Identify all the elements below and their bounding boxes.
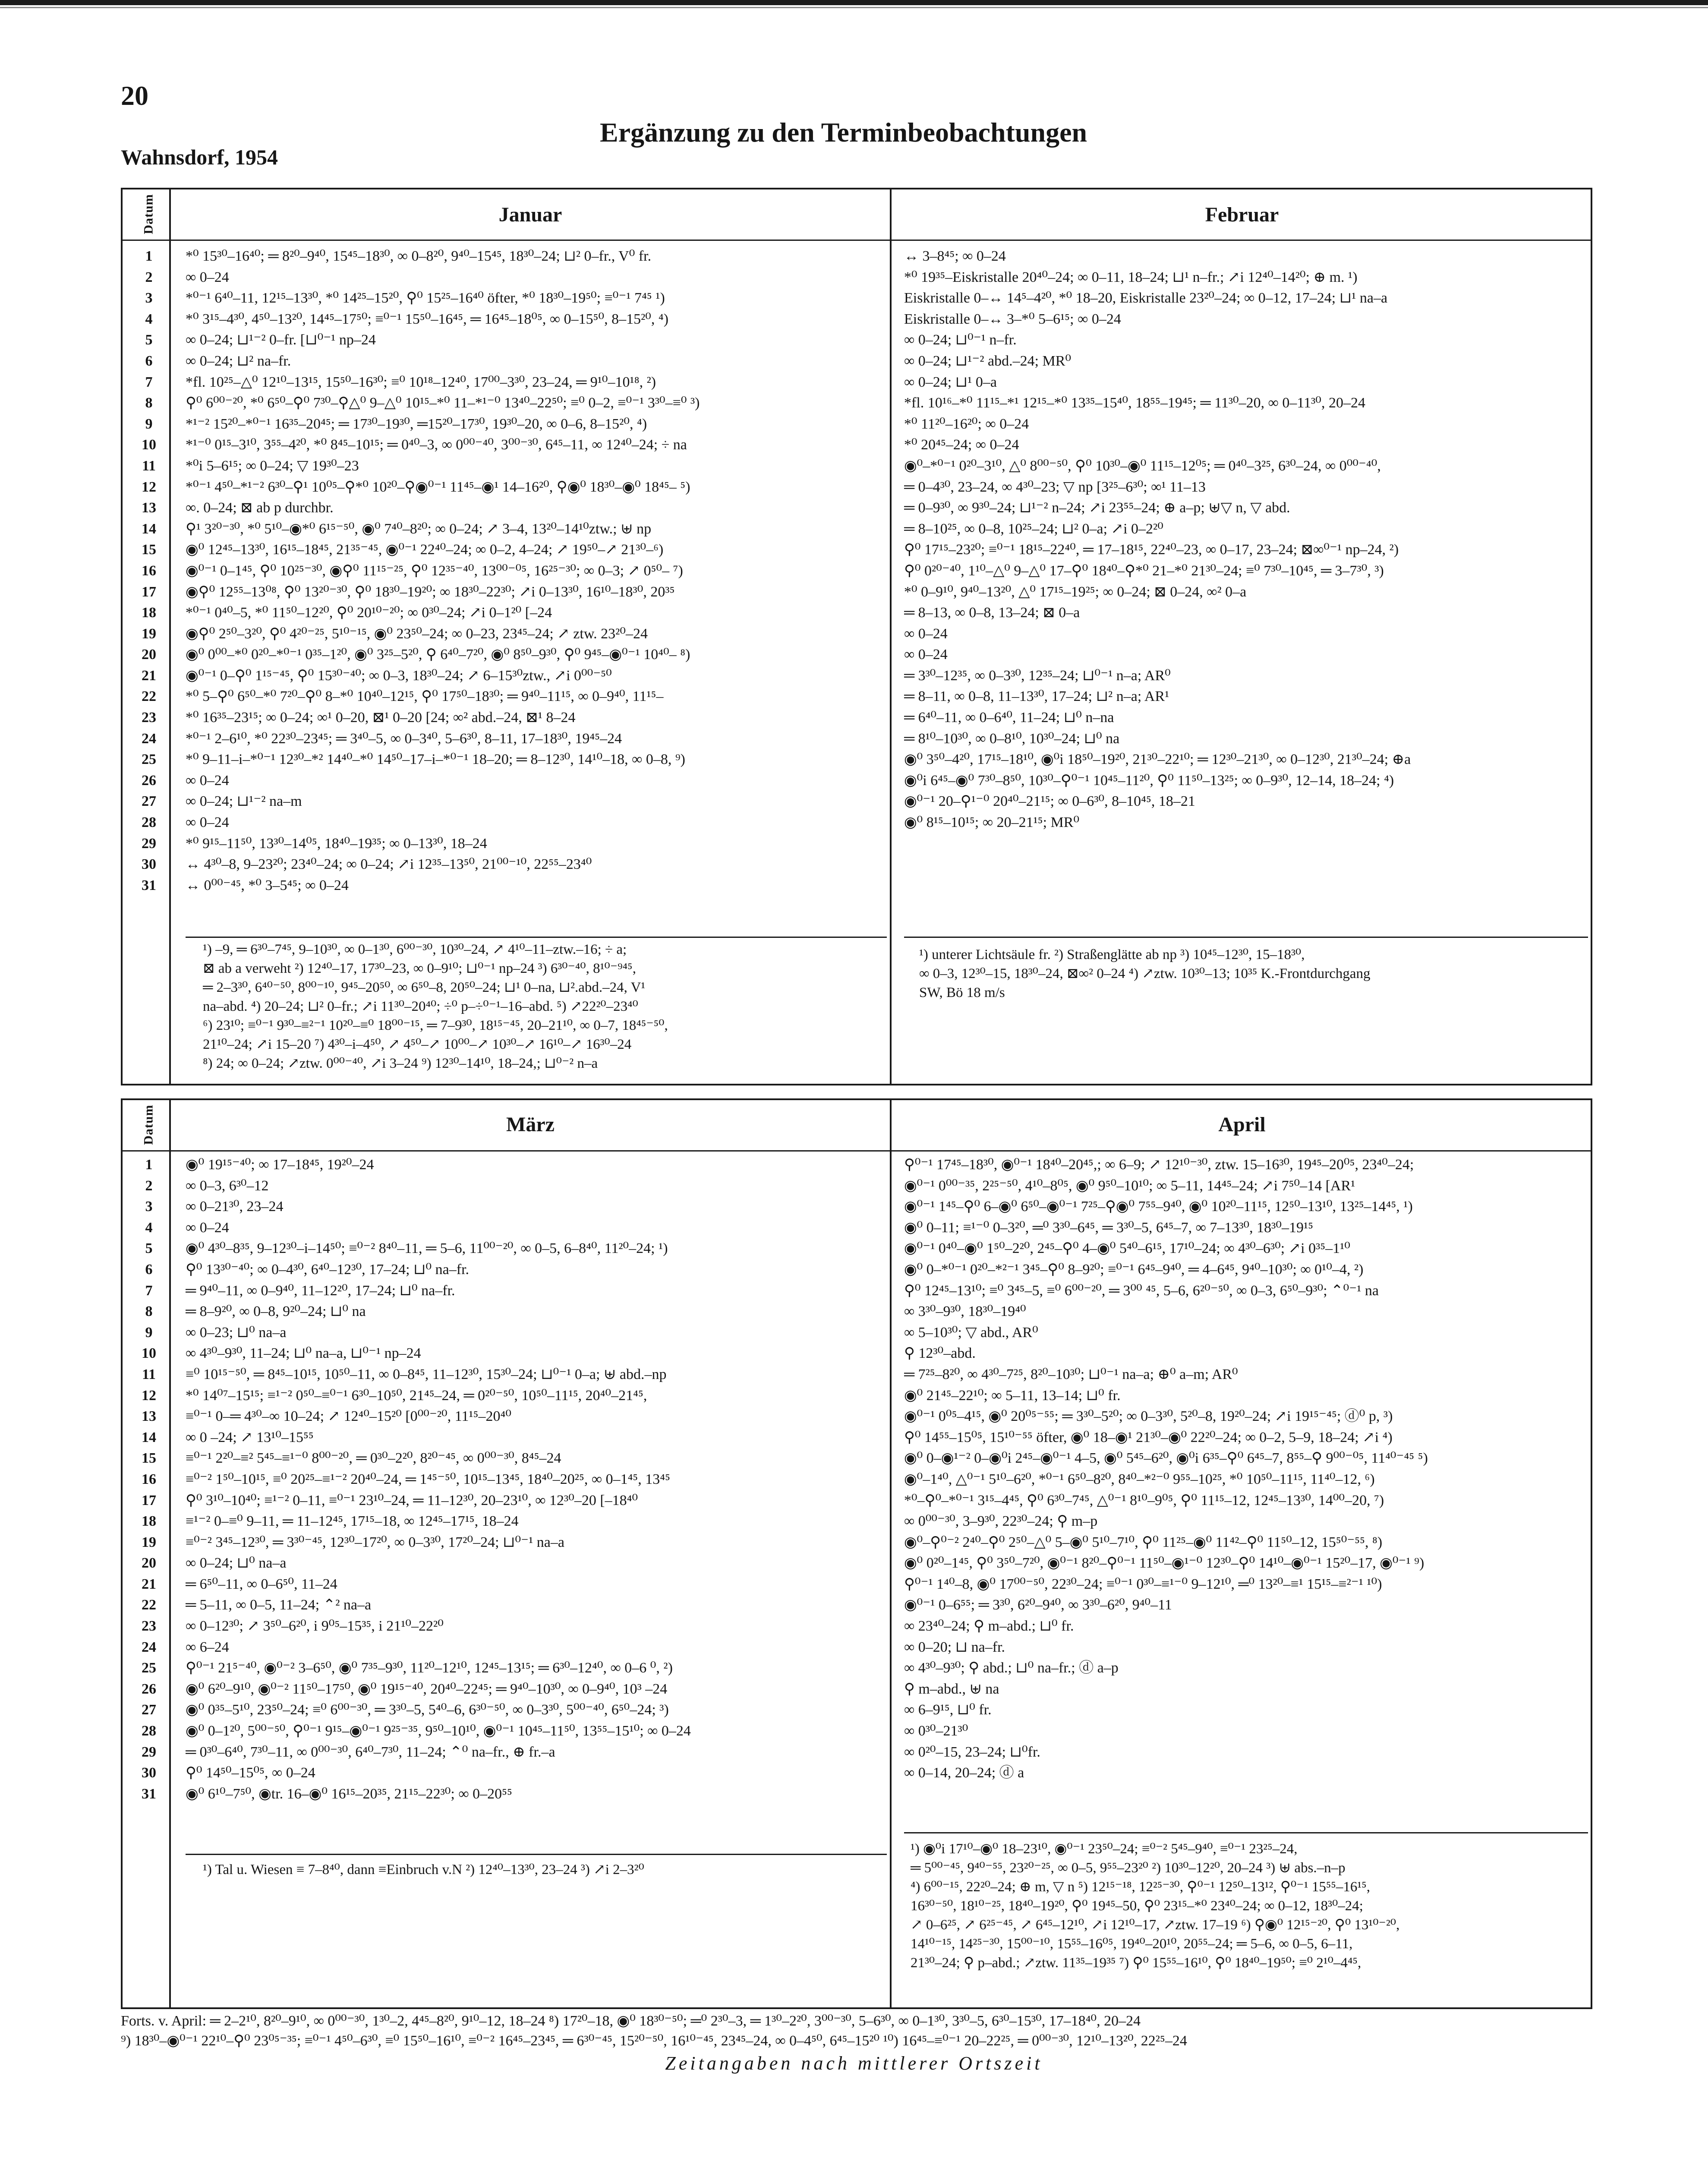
januar-footnote-rule [186, 937, 887, 938]
januar-day-entry: *⁰ 3¹⁵–4³⁰, 4⁵⁰–13²⁰, 14⁴⁵–17⁵⁰; ≡⁰⁻¹ 15⁵⁰–16⁴⁵, ═ 16⁴⁵–18⁰⁵, ∞ 0–15⁵⁰, 8–15²⁰, ⁴) [186, 311, 669, 327]
day-number: 24 [142, 730, 156, 747]
april-day-entry: ◉⁰ 21⁴⁵–22¹⁰; ∞ 5–11, 13–14; ⊔⁰ fr. [904, 1387, 1121, 1404]
day-number: 12 [142, 479, 156, 495]
day-number: 20 [142, 1555, 156, 1571]
day-number: 2 [145, 269, 153, 285]
day-number: 15 [142, 542, 156, 558]
februar-day-entry: ═ 3³⁰–12³⁵, ∞ 0–3³⁰, 12³⁵–24; ⊔⁰⁻¹ n–a; AR⁰ [904, 667, 1171, 684]
day-number: 25 [142, 751, 156, 768]
day-number: 18 [142, 1513, 156, 1530]
februar-day-entry: ∞ 0–24; ⊔¹ 0–a [904, 374, 997, 390]
maerz-day-entry: ∞ 0–12³⁰; ↗ 3⁵⁰–6²⁰, i 9⁰⁵–15³⁵, i 21¹⁰–22²⁰ [186, 1618, 444, 1634]
januar-day-entry: ◉⚲⁰ 2⁵⁰–3²⁰, ⚲⁰ 4²⁰⁻²⁵, 5¹⁰⁻¹⁵, ◉⁰ 23⁵⁰–24; ∞ 0–23, 23⁴⁵–24; ↗ ztw. 23²⁰–24 [186, 625, 648, 642]
februar-day-entry: ∞ 0–24; ⊔¹⁻² abd.–24; MR⁰ [904, 353, 1071, 369]
april-day-entry: ∞ 6–9¹⁵, ⊔⁰ fr. [904, 1702, 992, 1718]
april-day-entry: ◉⁰–⚲⁰⁻² 2⁴⁰–⚲⁰ 2⁵⁰–△⁰ 5–◉⁰ 5¹⁰–7¹⁰, ⚲⁰ 11²⁵–◉⁰ 11⁴²–⚲⁰ 11⁵⁰–12, 15⁵⁰⁻⁵⁵, ⁸) [904, 1534, 1383, 1550]
page-number: 20 [121, 80, 148, 111]
januar-day-entry: ∞ 0–24; ⊔¹⁻² na–m [186, 793, 302, 810]
day-number: 26 [142, 1681, 156, 1697]
top-edge-rule-thin [0, 7, 1708, 8]
april-day-entry: ⚲⁰⁻¹ 1⁴⁰–8, ◉⁰ 17⁰⁰⁻⁵⁰, 22³⁰–24; ≡⁰⁻¹ 0³⁰–≡¹⁻⁰ 9–12¹⁰, ═⁰ 13²⁰–≡¹ 15¹⁵–≡²⁻¹ ¹⁰) [904, 1576, 1382, 1592]
april-day-entry [904, 1784, 1588, 1805]
januar-footnote-line: ⁸) 24; ∞ 0–24; ↗ztw. 0⁰⁰⁻⁴⁰, ↗i 3–24 ⁹) 12³⁰–14¹⁰, 18–24,; ⊔⁰⁻² n–a [203, 1056, 598, 1071]
month-title-januar: Januar [498, 203, 562, 226]
februar-day-entry: *⁰ 0–9¹⁰, 9⁴⁰–13²⁰, △⁰ 17¹⁵–19²⁵; ∞ 0–24; ⊠ 0–24, ∞² 0–a [904, 584, 1247, 600]
maerz-day-entry: ∞ 0–21³⁰, 23–24 [186, 1199, 284, 1215]
januar-day-entry: ∞ 0–24 [186, 814, 229, 831]
day-number: 1 [145, 248, 153, 264]
april-day-entry: *⁰–⚲⁰–*⁰⁻¹ 3¹⁵–4⁴⁵, ⚲⁰ 6³⁰–7⁴⁵, △⁰⁻¹ 8¹⁰–9⁰⁵, ⚲⁰ 11¹⁵–12, 12⁴⁵–13³⁰, 14⁰⁰–20, ⁷) [904, 1492, 1384, 1508]
februar-day-entry: ◉⁰i 6⁴⁵–◉⁰ 7³⁰–8⁵⁰, 10³⁰–⚲⁰⁻¹ 10⁴⁵–11²⁰, ⚲⁰ 11⁵⁰–13²⁵; ∞ 0–9³⁰, 12–14, 18–24; ⁴) [904, 772, 1394, 789]
day-number: 1 [145, 1157, 153, 1173]
januar-day-entry: ◉⚲⁰ 12⁵⁵–13⁰⁸, ⚲⁰ 13²⁰⁻³⁰, ⚲⁰ 18³⁰–19²⁰; ∞ 18³⁰–22³⁰; ↗i 0–13³⁰, 16¹⁰–18³⁰, 20³⁵ [186, 584, 675, 600]
day-number: 18 [142, 605, 156, 621]
maerz-day-entry: ∞ 0–3, 6³⁰–12 [186, 1177, 269, 1194]
januar-day-entry: *⁰ 16³⁵–23¹⁵; ∞ 0–24; ∞¹ 0–20, ⊠¹ 0–20 [24; ∞² abd.–24, ⊠¹ 8–24 [186, 710, 576, 726]
day-number: 16 [142, 562, 156, 579]
day-number: 19 [142, 1534, 156, 1550]
maerz-day-entry: ∞ 0 –24; ↗ 13¹⁰–15⁵⁵ [186, 1429, 314, 1445]
maerz-day-entry: ≡⁰⁻² 1⁵⁰–10¹⁵, ≡⁰ 20²⁵–≡¹⁻² 20⁴⁰–24, ═ 1⁴⁵⁻⁵⁰, 10¹⁵–13⁴⁵, 18⁴⁰–20²⁵, ∞ 0–1⁴⁵, 13⁴⁵ [186, 1471, 670, 1487]
maerz-day-entry: ≡⁰⁻¹ 2²⁰–≡² 5⁴⁵–≡¹⁻⁰ 8⁰⁰⁻²⁰, ═ 0³⁰–2²⁰, 8²⁰⁻⁴⁵, ∞ 0⁰⁰⁻³⁰, 8⁴⁵–24 [186, 1450, 561, 1467]
februar-day-entry: ═ 0–9³⁰, ∞ 9³⁰–24; ⊔¹⁻² n–24; ↗i 23⁵⁵–24; ⊕ a–p; ⊎▽ n, ▽ abd. [904, 500, 1290, 516]
april-day-entry: ◉⁰ 0–◉¹⁻² 0–◉⁰i 2⁴⁵–◉⁰⁻¹ 4–5, ◉⁰ 5⁴⁵–6²⁰, ◉⁰i 6³⁵–⚲⁰ 6⁴⁵–7, 8⁵⁵–⚲ 9⁰⁰⁻⁰⁵, 11⁴⁰⁻⁴⁵ ⁵) [904, 1450, 1428, 1467]
day-number: 7 [145, 374, 153, 390]
februar-day-entry: *⁰ 11²⁰–16²⁰; ∞ 0–24 [904, 416, 1029, 432]
april-day-entry: ◉⁰⁻¹ 0⁴⁰–◉⁰ 1⁵⁰–2²⁰, 2⁴⁵–⚲⁰ 4–◉⁰ 5⁴⁰–6¹⁵, 17¹⁰–24; ∞ 4³⁰–6³⁰; ↗i 0³⁵–1¹⁰ [904, 1240, 1350, 1257]
januar-day-entry: ∞ 0–24; ⊔² na–fr. [186, 353, 291, 369]
januar-day-entry: ∞ 0–24 [186, 772, 229, 789]
day-number: 26 [142, 772, 156, 789]
februar-day-entry: ◉⁰ 3⁵⁰–4²⁰, 17¹⁵–18¹⁰, ◉⁰i 18⁵⁰–19²⁰, 21³⁰–22¹⁰; ═ 12³⁰–21³⁰, ∞ 0–12³⁰, 21³⁰–24; ⊕a [904, 751, 1411, 768]
februar-day-entry: ═ 0–4³⁰, 23–24, ∞ 4³⁰–23; ▽ np [3²⁵–6³⁰; ∞¹ 11–13 [904, 479, 1206, 495]
maerz-day-entry: ◉⁰ 4³⁰–8³⁵, 9–12³⁰–i–14⁵⁰; ≡⁰⁻² 8⁴⁰–11, ═ 5–6, 11⁰⁰⁻²⁰, ∞ 0–5, 6–8⁴⁰, 11²⁰–24; ¹) [186, 1240, 668, 1257]
day-number: 12 [142, 1387, 156, 1404]
januar-day-entry: ◉⁰ 0⁰⁰–*⁰ 0²⁰–*⁰⁻¹ 0³⁵–1²⁰, ◉⁰ 3²⁵–5²⁰, ⚲ 6⁴⁰–7²⁰, ◉⁰ 8⁵⁰–9³⁰, ⚲⁰ 9⁴⁵–◉⁰⁻¹ 10⁴⁰– ⁸) [186, 647, 690, 663]
datum-divider-bottom [169, 1098, 171, 2009]
maerz-day-entry: ∞ 4³⁰–9³⁰, 11–24; ⊔⁰ na–a, ⊔⁰⁻¹ np–24 [186, 1345, 421, 1362]
januar-footnote-line: ═ 2–3³⁰, 6⁴⁰⁻⁵⁰, 8⁰⁰⁻¹⁰, 9⁴⁵–20⁵⁰, ∞ 6⁵⁰–8, 20⁵⁰–24; ⊔¹ 0–na, ⊔².abd.–24, V¹ [203, 980, 646, 995]
januar-day-entry: *⁰⁻¹ 2–6¹⁰, *⁰ 22³⁰–23⁴⁵; ═ 3⁴⁰–5, ∞ 0–3⁴⁰, 5–6³⁰, 8–11, 17–18³⁰, 19⁴⁵–24 [186, 730, 622, 747]
maerz-footnotes [203, 1860, 887, 1879]
januar-day-entry: *⁰ 15³⁰–16⁴⁰; ═ 8²⁰–9⁴⁰, 15⁴⁵–18³⁰, ∞ 0–8²⁰, 9⁴⁰–15⁴⁵, 18³⁰–24; ⊔² 0–fr., V⁰ fr. [186, 248, 652, 264]
maerz-day-entry: ≡⁰ 10¹⁵⁻⁵⁰, ═ 8⁴⁵–10¹⁵, 10⁵⁰–11, ∞ 0–8⁴⁵, 11–12³⁰, 15³⁰–24; ⊔⁰⁻¹ 0–a; ⊎ abd.–np [186, 1366, 667, 1382]
januar-footnote-line: ¹) –9, ═ 6³⁰–7⁴⁵, 9–10³⁰, ∞ 0–1³⁰, 6⁰⁰⁻³⁰, 10³⁰–24, ↗ 4¹⁰–11–ztw.–16; ÷ a; [203, 942, 627, 957]
april-day-entry: ◉⁰⁻¹ 1⁴⁵–⚲⁰ 6–◉⁰ 6⁵⁰–◉⁰⁻¹ 7²⁵–⚲◉⁰ 7⁵⁵–9⁴⁰, ◉⁰ 10²⁰–11¹⁵, 12⁵⁰–13¹⁰, 13²⁵–14⁴⁵, ¹) [904, 1199, 1413, 1215]
day-number: 13 [142, 1408, 156, 1425]
day-number: 6 [145, 353, 153, 369]
januar-day-entry: *⁰ 9–11–i–*⁰⁻¹ 12³⁰–*² 14⁴⁰–*⁰ 14⁵⁰–17–i–*⁰⁻¹ 18–20; ═ 8–12³⁰, 14¹⁰–18, ∞ 0–8, ⁹) [186, 751, 686, 768]
maerz-day-entry: ∞ 0–24 [186, 1219, 229, 1236]
januar-day-entry: ⚲⁰ 6⁰⁰⁻²⁰, *⁰ 6⁵⁰–⚲⁰ 7³⁰–⚲△⁰ 9–△⁰ 10¹⁵–*⁰ 11–*¹⁻⁰ 13⁴⁰–22⁵⁰; ≡⁰ 0–2, ≡⁰⁻¹ 3³⁰–≡⁰ ³) [186, 395, 700, 411]
januar-footnote-line: na–abd. ⁴) 20–24; ⊔² 0–fr.; ↗i 11³⁰–20⁴⁰; ÷⁰ p–÷⁰⁻¹–16–abd. ⁵) ↗22²⁰–23⁴⁰ [203, 999, 638, 1014]
day-number: 29 [142, 1744, 156, 1760]
februar-day-entry: ◉⁰⁻¹ 20–⚲¹⁻⁰ 20⁴⁰–21¹⁵; ∞ 0–6³⁰, 8–10⁴⁵, 18–21 [904, 793, 1195, 810]
header-rule-bottom [121, 1150, 1592, 1152]
day-number: 21 [142, 1576, 156, 1592]
januar-day-entry: ∞. 0–24; ⊠ ab p durchbr. [186, 500, 334, 516]
day-number: 13 [142, 500, 156, 516]
day-number: 22 [142, 1597, 156, 1613]
januar-day-entry: ◉⁰⁻¹ 0–1⁴⁵, ⚲⁰ 10²⁵⁻³⁰, ◉⚲⁰ 11¹⁵⁻²⁵, ⚲⁰ 12³⁵⁻⁴⁰, 13⁰⁰⁻⁰⁵, 16²⁵⁻³⁰; ∞ 0–3; ↗ 0⁵⁰– ⁷) [186, 562, 683, 579]
month-title-april: April [1218, 1113, 1266, 1136]
april-footnote-line: 21³⁰–24; ⚲ p–abd.; ↗ztw. 11³⁵–19³⁵ ⁷) ⚲⁰ 15⁵⁵–16¹⁰, ⚲⁰ 18⁴⁰–19⁵⁰; ≡⁰ 2¹⁰–4⁴⁵, [911, 1955, 1361, 1971]
februar-day-entry: ═ 8¹⁰–10³⁰, ∞ 0–8¹⁰, 10³⁰–24; ⊔⁰ na [904, 730, 1120, 747]
day-number: 28 [142, 814, 156, 831]
januar-day-entry: ◉⁰ 12⁴⁵–13³⁰, 16¹⁵–18⁴⁵, 21³⁵⁻⁴⁵, ◉⁰⁻¹ 22⁴⁰–24; ∞ 0–2, 4–24; ↗ 19⁵⁰–↗ 21³⁰–⁶) [186, 542, 664, 558]
februar-footnote-line: ∞ 0–3, 12³⁰–15, 18³⁰–24, ⊠∞² 0–24 ⁴) ↗ztw. 10³⁰–13; 10³⁵ K.-Frontdurchgang [919, 966, 1371, 981]
day-number: 14 [142, 521, 156, 537]
januar-day-entry: ↔ 4³⁰–8, 9–23²⁰; 23⁴⁰–24; ∞ 0–24; ↗i 12³⁵–13⁵⁰, 21⁰⁰⁻¹⁰, 22⁵⁵–23⁴⁰ [186, 856, 592, 873]
datum-header-bottom: Datum [142, 1104, 156, 1145]
februar-day-entry: ═ 6⁴⁰–11, ∞ 0–6⁴⁰, 11–24; ⊔⁰ n–na [904, 710, 1114, 726]
day-number: 4 [145, 311, 153, 327]
day-number: 23 [142, 710, 156, 726]
maerz-day-entry: *⁰ 14⁰⁷–15¹⁵; ≡¹⁻² 0⁵⁰–≡⁰⁻¹ 6³⁰–10⁵⁰, 21⁴⁵–24, ═ 0²⁰⁻⁵⁰, 10⁵⁰–11¹⁵, 20⁴⁰–21⁴⁵, [186, 1387, 647, 1404]
april-day-entry: ∞ 0–20; ⊔ na–fr. [904, 1639, 1005, 1655]
maerz-day-entry: ≡⁰⁻² 3⁴⁵–12³⁰, ═ 3³⁰⁻⁴⁵, 12³⁰–17²⁰, ∞ 0–3³⁰, 17²⁰–24; ⊔⁰⁻¹ na–a [186, 1534, 564, 1550]
maerz-day-entry: ◉⁰ 19¹⁵⁻⁴⁰; ∞ 17–18⁴⁵, 19²⁰–24 [186, 1157, 374, 1173]
day-number: 4 [145, 1219, 153, 1236]
day-number: 10 [142, 437, 156, 453]
day-number: 5 [145, 332, 153, 348]
januar-day-entry: *⁰⁻¹ 0⁴⁰–5, *⁰ 11⁵⁰–12²⁰, ⚲⁰ 20¹⁰⁻²⁰; ∞ 0³⁰–24; ↗i 0–1²⁰ [–24 [186, 605, 552, 621]
month-title-maerz: März [506, 1113, 555, 1136]
januar-footnotes [203, 940, 887, 1073]
day-number: 11 [142, 457, 156, 474]
maerz-day-entry: ⚲⁰ 14⁵⁰–15⁰⁵, ∞ 0–24 [186, 1765, 315, 1781]
januar-day-entry: ↔ 0⁰⁰⁻⁴⁵, *⁰ 3–5⁴⁵; ∞ 0–24 [186, 877, 349, 893]
day-number: 19 [142, 625, 156, 642]
april-day-entry: ◉⁰⁻¹ 0⁰⁵–4¹⁵, ◉⁰ 20⁰⁵⁻⁵⁵; ═ 3³⁰–5²⁰; ∞ 0–3³⁰, 5²⁰–8, 19²⁰–24; ↗i 19¹⁵⁻⁴⁵; ⓓ⁰ p, ³) [904, 1408, 1393, 1425]
datum-header-top: Datum [142, 194, 156, 234]
continuation-note-line: Forts. v. April: ═ 2–2¹⁰, 8²⁰–9¹⁰, ∞ 0⁰⁰⁻³⁰, 1³⁰–2, 4⁴⁵–8²⁰, 9¹⁰–12, 18–24 ⁸) 17²⁰–18, ◉⁰ 18³⁰⁻⁵⁰; ═⁰ 2³⁰–3, ═ 1³⁰–2²⁰, 3⁰⁰⁻³⁰, 5–6³⁰, ∞ 0–1³⁰, 3³⁰–5, 6³⁰–15³⁰, 17–18⁴⁰, 20–24 [121, 2013, 1141, 2029]
maerz-day-entry: ⚲⁰ 13³⁰⁻⁴⁰; ∞ 0–4³⁰, 6⁴⁰–12³⁰, 17–24; ⊔⁰ na–fr. [186, 1261, 470, 1278]
april-footnote-line: 16³⁰⁻⁵⁰, 18¹⁰⁻²⁵, 18⁴⁰–19²⁰, ⚲⁰ 19⁴⁵–50, ⚲⁰ 23¹⁵–*⁰ 23⁴⁰–24; ∞ 0–12, 18³⁰–24; [911, 1898, 1363, 1914]
februar-day-entry [904, 833, 1588, 855]
day-number: 11 [142, 1366, 156, 1382]
april-day-entry: ∞ 5–10³⁰; ▽ abd., AR⁰ [904, 1324, 1038, 1341]
februar-day-entry: ═ 8–10²⁵, ∞ 0–8, 10²⁵–24; ⊔² 0–a; ↗i 0–2²⁰ [904, 521, 1163, 537]
april-day-entry: ∞ 0³⁰–21³⁰ [904, 1723, 968, 1739]
month-divider-top [890, 188, 892, 1085]
februar-entries [904, 246, 1588, 896]
april-day-entry: ◉⁰ 0²⁰–1⁴⁵, ⚲⁰ 3⁵⁰–7²⁰, ◉⁰⁻¹ 8²⁰–⚲⁰⁻¹ 11⁵⁰–◉¹⁻⁰ 12³⁰–⚲⁰ 14¹⁰–◉⁰⁻¹ 15²⁰–17, ◉⁰⁻¹ ⁹) [904, 1555, 1424, 1571]
februar-day-entry: Eiskristalle 0–↔ 14⁵–4²⁰, *⁰ 18–20, Eiskristalle 23²⁰–24; ∞ 0–12, 17–24; ⊔¹ na–a [904, 290, 1388, 306]
februar-day-entry: *⁰ 19³⁵–Eiskristalle 20⁴⁰–24; ∞ 0–11, 18–24; ⊔¹ n–fr.; ↗i 12⁴⁰–14²⁰; ⊕ m. ¹) [904, 269, 1358, 285]
april-day-entry: ◉⁰ 0–11; ≡¹⁻⁰ 0–3²⁰, ═⁰ 3³⁰–6⁴⁵, ═ 3³⁰–5, 6⁴⁵–7, ∞ 7–13³⁰, 18³⁰–19¹⁵ [904, 1219, 1314, 1236]
april-day-entry: ◉⁰–1⁴⁰, △⁰⁻¹ 5¹⁰–6²⁰, *⁰⁻¹ 6⁵⁰–8²⁰, 8⁴⁰–*²⁻⁰ 9⁵⁵–10²⁵, *⁰ 10⁵⁰–11¹⁵, 11⁴⁰–12, ⁶) [904, 1471, 1375, 1487]
maerz-day-entry: ◉⁰ 0³⁵–5¹⁰, 23⁵⁰–24; ≡⁰ 6⁰⁰⁻³⁰, ═ 3³⁰–5, 5⁴⁰–6, 6³⁰⁻⁵⁰, ∞ 0–3³⁰, 5⁰⁰⁻⁴⁰, 6⁵⁰–24; ³) [186, 1702, 669, 1718]
april-day-entry: ∞ 0²⁰–15, 23–24; ⊔⁰fr. [904, 1744, 1040, 1760]
februar-day-entry: ∞ 0–24 [904, 647, 948, 663]
april-day-entry: ⚲⁰ 12⁴⁵–13¹⁰; ≡⁰ 3⁴⁵–5, ≡⁰ 6⁰⁰⁻²⁰, ═ 3⁰⁰ ⁴⁵, 5–6, 6²⁰⁻⁵⁰, ∞ 0–3, 6⁵⁰–9³⁰; ⌃⁰⁻¹ na [904, 1282, 1379, 1299]
januar-day-entry: *⁰i 5–6¹⁵; ∞ 0–24; ▽ 19³⁰–23 [186, 457, 359, 474]
februar-day-entry: ∞ 0–24 [904, 625, 948, 642]
day-number: 15 [142, 1450, 156, 1467]
maerz-day-entry: ∞ 0–23; ⊔⁰ na–a [186, 1324, 287, 1341]
februar-day-entry: *⁰ 20⁴⁵–24; ∞ 0–24 [904, 437, 1019, 453]
page-title: Ergänzung zu den Terminbeobachtungen [600, 117, 1087, 148]
day-number: 14 [142, 1429, 156, 1445]
april-footnote-line: ⁴) 6⁰⁰⁻¹⁵, 22²⁰–24; ⊕ m, ▽ n ⁵) 12¹⁵⁻¹⁸, 12²⁵⁻³⁰, ⚲⁰⁻¹ 12⁵⁰–13¹², ⚲⁰⁻¹ 15⁵⁵–16¹⁵, [911, 1879, 1371, 1895]
februar-footnotes [919, 945, 1588, 1002]
maerz-footnote-rule [186, 1854, 887, 1855]
maerz-day-entry: ═ 9⁴⁰–11, ∞ 0–9⁴⁰, 11–12²⁰, 17–24; ⊔⁰ na–fr. [186, 1282, 455, 1299]
april-day-entry: ⚲ 12³⁰–abd. [904, 1345, 976, 1362]
day-number: 21 [142, 667, 156, 684]
januar-day-entry: ∞ 0–24 [186, 269, 229, 285]
februar-day-entry [904, 875, 1588, 896]
februar-footnote-line: ¹) unterer Lichtsäule fr. ²) Straßenglätte ab np ³) 10⁴⁵–12³⁰, 15–18³⁰, [919, 947, 1305, 962]
day-number: 29 [142, 835, 156, 852]
februar-day-entry: *fl. 10¹⁶–*⁰ 11¹⁵–*¹ 12¹⁵–*⁰ 13³⁵–15⁴⁰, 18⁵⁵–19⁴⁵; ═ 11³⁰–20, ∞ 0–11³⁰, 20–24 [904, 395, 1365, 411]
januar-footnote-line: 21¹⁰–24; ↗i 15–20 ⁷) 4³⁰–i–4⁵⁰, ↗ 4⁵⁰–↗ 10⁰⁰–↗ 10³⁰–↗ 16¹⁰–↗ 16³⁰–24 [203, 1037, 632, 1052]
maerz-day-entry: ◉⁰ 6²⁰–9¹⁰, ◉⁰⁻² 11⁵⁰–17⁵⁰, ◉⁰ 19¹⁵⁻⁴⁰, 20⁴⁰–22⁴⁵; ═ 9⁴⁰–10³⁰, ∞ 0–9⁴⁰, 10³ –24 [186, 1681, 668, 1697]
time-note-caption: Zeitangaben nach mittlerer Ortszeit [665, 2053, 1043, 2074]
april-day-entry: ∞ 0–14, 20–24; ⓓ a [904, 1765, 1024, 1781]
month-divider-bottom [890, 1098, 892, 2009]
day-number: 22 [142, 688, 156, 705]
day-number: 8 [145, 1303, 153, 1320]
continuation-notes [121, 2011, 1592, 2051]
day-number: 3 [145, 290, 153, 306]
januar-footnote-line: ⁶) 23¹⁰; ≡⁰⁻¹ 9³⁰–≡²⁻¹ 10²⁰–≡⁰ 18⁰⁰⁻¹⁵, ═ 7–9³⁰, 18¹⁵⁻⁴⁵, 20–21¹⁰, ∞ 0–7, 18⁴⁵⁻⁵⁰, [203, 1018, 668, 1033]
top-edge-rule [0, 0, 1708, 5]
februar-day-entry: ═ 8–13, ∞ 0–8, 13–24; ⊠ 0–a [904, 605, 1080, 621]
day-number: 28 [142, 1723, 156, 1739]
maerz-entries [186, 1155, 887, 1805]
april-day-entry: ∞ 4³⁰–9³⁰; ⚲ abd.; ⊔⁰ na–fr.; ⓓ a–p [904, 1660, 1119, 1676]
day-number: 27 [142, 793, 156, 810]
day-number: 3 [145, 1199, 153, 1215]
januar-day-entry: *⁰⁻¹ 4⁵⁰–*¹⁻² 6³⁰–⚲¹ 10⁰⁵–⚲*⁰ 10²⁰–⚲◉⁰⁻¹ 11⁴⁵–◉¹ 14–16²⁰, ⚲◉⁰ 18³⁰–◉⁰ 18⁴⁵– ⁵) [186, 479, 690, 495]
maerz-day-entry: ═ 6⁵⁰–11, ∞ 0–6⁵⁰, 11–24 [186, 1576, 337, 1592]
februar-footnote-line: SW, Bö 18 m/s [919, 985, 1005, 1000]
day-number: 25 [142, 1660, 156, 1676]
maerz-footnote-line: ¹) Tal u. Wiesen ≡ 7–8⁴⁰, dann ≡Einbruch v.N ²) 12⁴⁰–13³⁰, 23–24 ³) ↗i 2–3²⁰ [203, 1862, 644, 1877]
maerz-day-entry: ◉⁰ 0–1²⁰, 5⁰⁰⁻⁵⁰, ⚲⁰⁻¹ 9¹⁵–◉⁰⁻¹ 9²⁵⁻³⁵, 9⁵⁰–10¹⁰, ◉⁰⁻¹ 10⁴⁵–11⁵⁰, 13⁵⁵–15¹⁰; ∞ 0–24 [186, 1723, 691, 1739]
maerz-day-entry: ≡¹⁻² 0–≡⁰ 9–11, ═ 11–12⁴⁵, 17¹⁵–18, ∞ 12⁴⁵–17¹⁵, 18–24 [186, 1513, 519, 1530]
februar-day-entry: ∞ 0–24; ⊔⁰⁻¹ n–fr. [904, 332, 1017, 348]
april-day-entry: ⚲⁰ 14⁵⁵–15⁰⁵, 15¹⁰⁻⁵⁵ öfter, ◉⁰ 18–◉¹ 21³⁰–◉⁰ 22²⁰–24; ∞ 0–2, 5–9, 18–24; ↗i ⁴) [904, 1429, 1393, 1445]
april-day-entry: ∞ 3³⁰–9³⁰, 18³⁰–19⁴⁰ [904, 1303, 1026, 1320]
datum-divider-top [169, 188, 171, 1085]
day-number: 10 [142, 1345, 156, 1362]
header-rule-top [121, 240, 1592, 241]
day-number: 17 [142, 1492, 156, 1508]
februar-day-entry: ◉⁰–*⁰⁻¹ 0²⁰–3¹⁰, △⁰ 8⁰⁰⁻⁵⁰, ⚲⁰ 10³⁰–◉⁰ 11¹⁵–12⁰⁵; ═ 0⁴⁰–3²⁵, 6³⁰–24, ∞ 0⁰⁰⁻⁴⁰, [904, 457, 1381, 474]
maerz-day-entry: ═ 0³⁰–6⁴⁰, 7³⁰–11, ∞ 0⁰⁰⁻³⁰, 6⁴⁰–7³⁰, 11–24; ⌃⁰ na–fr., ⊕ fr.–a [186, 1744, 555, 1760]
continuation-note-line: ⁹) 18³⁰–◉⁰⁻¹ 22¹⁰–⚲⁰ 23⁰⁵⁻³⁵; ≡⁰⁻¹ 4⁵⁰–6³⁰, ≡⁰ 15⁵⁰–16¹⁰, ≡⁰⁻² 16⁴⁵–23⁴⁵, ═ 6³⁰⁻⁴⁵, 15²⁰⁻⁵⁰, 16¹⁰⁻⁴⁵, 23⁴⁵–24, ∞ 0–4⁵⁰, 6⁴⁵–15²⁰ ¹⁰) 16⁴⁵–≡⁰⁻¹ 20–22²⁵, ═ 0⁰⁰⁻³⁰, 12¹⁰–13²⁰, 22²⁵–24 [121, 2033, 1187, 2049]
maerz-day-entry: ∞ 6–24 [186, 1639, 229, 1655]
april-footnotes [911, 1839, 1590, 1972]
april-day-entry: ◉⁰ 0–*⁰⁻¹ 0²⁰–*²⁻¹ 3⁴⁵–⚲⁰ 8–9²⁰; ≡⁰⁻¹ 6⁴⁵–9⁴⁰, ═ 4–6⁴⁵, 9⁴⁰–10³⁰; ∞ 0¹⁰–4, ²) [904, 1261, 1364, 1278]
februar-day-entry: ◉⁰ 8¹⁵–10¹⁵; ∞ 20–21¹⁵; MR⁰ [904, 814, 1080, 831]
januar-day-entry: *¹⁻⁰ 0¹⁵–3¹⁰, 3⁵⁵–4²⁰, *⁰ 8⁴⁵–10¹⁵; ═ 0⁴⁰–3, ∞ 0⁰⁰⁻⁴⁰, 3⁰⁰⁻³⁰, 6⁴⁵–11, ∞ 12⁴⁰–24; ÷ na [186, 437, 687, 453]
januar-entries [186, 246, 887, 896]
januar-day-entry: ◉⁰⁻¹ 0–⚲⁰ 1¹⁵⁻⁴⁵, ⚲⁰ 15³⁰⁻⁴⁰; ∞ 0–3, 18³⁰–24; ↗ 6–15³⁰ztw., ↗i 0⁰⁰⁻⁵⁰ [186, 667, 612, 684]
day-number: 9 [145, 1324, 153, 1341]
januar-day-entry: *¹⁻² 15²⁰–*⁰⁻¹ 16³⁵–20⁴⁵; ═ 17³⁰–19³⁰, ═15²⁰–17³⁰, 19³⁰–20, ∞ 0–6, 8–15²⁰, ⁴) [186, 416, 647, 432]
day-number: 30 [142, 1765, 156, 1781]
april-day-entry: ⚲⁰⁻¹ 17⁴⁵–18³⁰, ◉⁰⁻¹ 18⁴⁰–20⁴⁵,; ∞ 6–9; ↗ 12¹⁰⁻³⁰, ztw. 15–16³⁰, 19⁴⁵–20⁰⁵, 23⁴⁰–24; [904, 1157, 1414, 1173]
day-number: 2 [145, 1177, 153, 1194]
maerz-day-entry: ≡⁰⁻¹ 0–═ 4³⁰–∞ 10–24; ↗ 12⁴⁰–15²⁰ [0⁰⁰⁻²⁰, 11¹⁵–20⁴⁰ [186, 1408, 511, 1425]
januar-day-entry: ⚲¹ 3²⁰⁻³⁰, *⁰ 5¹⁰–◉*⁰ 6¹⁵⁻⁵⁰, ◉⁰ 7⁴⁰–8²⁰; ∞ 0–24; ↗ 3–4, 13²⁰–14¹⁰ztw.; ⊎ np [186, 521, 652, 537]
maerz-day-entry: ═ 8–9²⁰, ∞ 0–8, 9²⁰–24; ⊔⁰ na [186, 1303, 366, 1320]
april-entries [904, 1155, 1588, 1805]
april-day-entry: ◉⁰⁻¹ 0⁰⁰⁻³⁵, 2²⁵⁻⁵⁰, 4¹⁰–8⁰⁵, ◉⁰ 9⁵⁰–10¹⁰; ∞ 5–11, 14⁴⁵–24; ↗i 7⁵⁰–14 [AR¹ [904, 1177, 1355, 1194]
april-day-entry: ∞ 23⁴⁰–24; ⚲ m–abd.; ⊔⁰ fr. [904, 1618, 1074, 1634]
februar-day-entry: ⚲⁰ 0²⁰⁻⁴⁰, 1¹⁰–△⁰ 9–△⁰ 17–⚲⁰ 18⁴⁰–⚲*⁰ 21–*⁰ 21³⁰–24; ≡⁰ 7³⁰–10⁴⁵, ═ 3–7³⁰, ³) [904, 562, 1384, 579]
day-number: 23 [142, 1618, 156, 1634]
day-number: 24 [142, 1639, 156, 1655]
april-day-entry: ◉⁰⁻¹ 0–6⁵⁵; ═ 3³⁰, 6²⁰–9⁴⁰, ∞ 3³⁰–6²⁰, 9⁴⁰–11 [904, 1597, 1172, 1613]
maerz-day-entry: ═ 5–11, ∞ 0–5, 11–24; ⌃² na–a [186, 1597, 372, 1613]
januar-footnote-line: ⊠ ab a verweht ²) 12⁴⁰–17, 17³⁰–23, ∞ 0–9¹⁰; ⊔⁰⁻¹ np–24 ³) 6³⁰⁻⁴⁰, 8¹⁰⁻⁹⁴⁵, [203, 961, 636, 976]
day-number: 31 [142, 877, 156, 893]
april-day-entry: ═ 7²⁵–8²⁰, ∞ 4³⁰–7²⁵, 8²⁰–10³⁰; ⊔⁰⁻¹ na–a; ⊕⁰ a–m; AR⁰ [904, 1366, 1238, 1382]
day-number: 5 [145, 1240, 153, 1257]
maerz-day-entry: ⚲⁰⁻¹ 21⁵⁻⁴⁰, ◉⁰⁻² 3–6⁵⁰, ◉⁰ 7³⁵–9³⁰, 11²⁰–12¹⁰, 12⁴⁵–13¹⁵; ═ 6³⁰–12⁴⁰, ∞ 0–6 ⁰, ²) [186, 1660, 673, 1676]
day-number: 31 [142, 1786, 156, 1802]
day-number: 17 [142, 584, 156, 600]
day-number: 27 [142, 1702, 156, 1718]
month-title-februar: Februar [1205, 203, 1279, 226]
januar-day-entry: *fl. 10²⁵–△⁰ 12¹⁰–13¹⁵, 15⁵⁰–16³⁰; ≡⁰ 10¹⁸–12⁴⁰, 17⁰⁰–3³⁰, 23–24, ═ 9¹⁰–10¹⁸, ²) [186, 374, 656, 390]
day-number: 6 [145, 1261, 153, 1278]
day-number-column-top [132, 246, 166, 896]
april-footnote-line: ═ 5⁰⁰⁻⁴⁵, 9⁴⁰⁻⁵⁵, 23²⁰⁻²⁵, ∞ 0–5, 9⁵⁵–23²⁰ ²) 10³⁰–12²⁰, 20–24 ³) ⊎ abs.–n–p [911, 1860, 1346, 1876]
day-number: 20 [142, 647, 156, 663]
day-number: 7 [145, 1282, 153, 1299]
februar-day-entry: ═ 8–11, ∞ 0–8, 11–13³⁰, 17–24; ⊔² n–a; AR¹ [904, 688, 1169, 705]
day-number: 9 [145, 416, 153, 432]
februar-day-entry [904, 854, 1588, 875]
april-day-entry: ⚲ m–abd., ⊎ na [904, 1681, 999, 1697]
april-footnote-rule [904, 1832, 1588, 1833]
april-footnote-line: 14¹⁰⁻¹⁵, 14²⁵⁻³⁰, 15⁰⁰⁻¹⁰, 15⁵⁵–16⁰⁵, 19⁴⁰–20¹⁰, 20⁵⁵–24; ═ 5–6, ∞ 0–5, 6–11, [911, 1936, 1353, 1952]
day-number-column-bottom [132, 1155, 166, 1805]
februar-day-entry: ↔ 3–8⁴⁵; ∞ 0–24 [904, 248, 1006, 264]
april-footnote-line: ↗ 0–6²⁵, ↗ 6²⁵⁻⁴⁵, ↗ 6⁴⁵–12¹⁰, ↗i 12¹⁰–17, ↗ztw. 17–19 ⁶) ⚲◉⁰ 12¹⁵⁻²⁰, ⚲⁰ 13¹⁰⁻²⁰, [911, 1917, 1400, 1933]
april-footnote-line: ¹) ◉⁰i 17¹⁰–◉⁰ 18–23¹⁰, ◉⁰⁻¹ 23⁵⁰–24; ≡⁰⁻² 5⁴⁵–9⁴⁰, ≡⁰⁻¹ 23²⁵–24, [911, 1841, 1298, 1857]
day-number: 30 [142, 856, 156, 873]
februar-footnote-rule [904, 937, 1588, 938]
station-label: Wahnsdorf, 1954 [121, 145, 278, 169]
maerz-day-entry: ⚲⁰ 3¹⁰–10⁴⁰; ≡¹⁻² 0–11, ≡⁰⁻¹ 23¹⁰–24, ═ 11–12³⁰, 20–23¹⁰, ∞ 12³⁰–20 [–18⁴⁰ [186, 1492, 638, 1508]
januar-day-entry: *⁰ 9¹⁵–11⁵⁰, 13³⁰–14⁰⁵, 18⁴⁰–19³⁵; ∞ 0–13³⁰, 18–24 [186, 835, 487, 852]
februar-day-entry: Eiskristalle 0–↔ 3–*⁰ 5–6¹⁵; ∞ 0–24 [904, 311, 1121, 327]
day-number: 16 [142, 1471, 156, 1487]
day-number: 8 [145, 395, 153, 411]
januar-day-entry: *⁰⁻¹ 6⁴⁰–11, 12¹⁵–13³⁰, *⁰ 14²⁵–15²⁰, ⚲⁰ 15²⁵–16⁴⁰ öfter, *⁰ 18³⁰–19⁵⁰; ≡⁰⁻¹ 7⁴⁵ ¹) [186, 290, 665, 306]
maerz-day-entry: ∞ 0–24; ⊔⁰ na–a [186, 1555, 287, 1571]
januar-day-entry: *⁰ 5–⚲⁰ 6⁵⁰–*⁰ 7²⁰–⚲⁰ 8–*⁰ 10⁴⁰–12¹⁵, ⚲⁰ 17⁵⁰–18³⁰; ═ 9⁴⁰–11¹⁵, ∞ 0–9⁴⁰, 11¹⁵– [186, 688, 664, 705]
april-day-entry: ∞ 0⁰⁰⁻³⁰, 3–9³⁰, 22³⁰–24; ⚲ m–p [904, 1513, 1098, 1530]
maerz-day-entry: ◉⁰ 6¹⁰–7⁵⁰, ◉tr. 16–◉⁰ 16¹⁵–20³⁵, 21¹⁵–22³⁰; ∞ 0–20⁵⁵ [186, 1786, 512, 1802]
januar-day-entry: ∞ 0–24; ⊔¹⁻² 0–fr. [⊔⁰⁻¹ np–24 [186, 332, 376, 348]
februar-day-entry: ⚲⁰ 17¹⁵–23²⁰; ≡⁰⁻¹ 18¹⁵–22⁴⁰, ═ 17–18¹⁵, 22⁴⁰–23, ∞ 0–17, 23–24; ⊠∞⁰⁻¹ np–24, ²) [904, 542, 1399, 558]
